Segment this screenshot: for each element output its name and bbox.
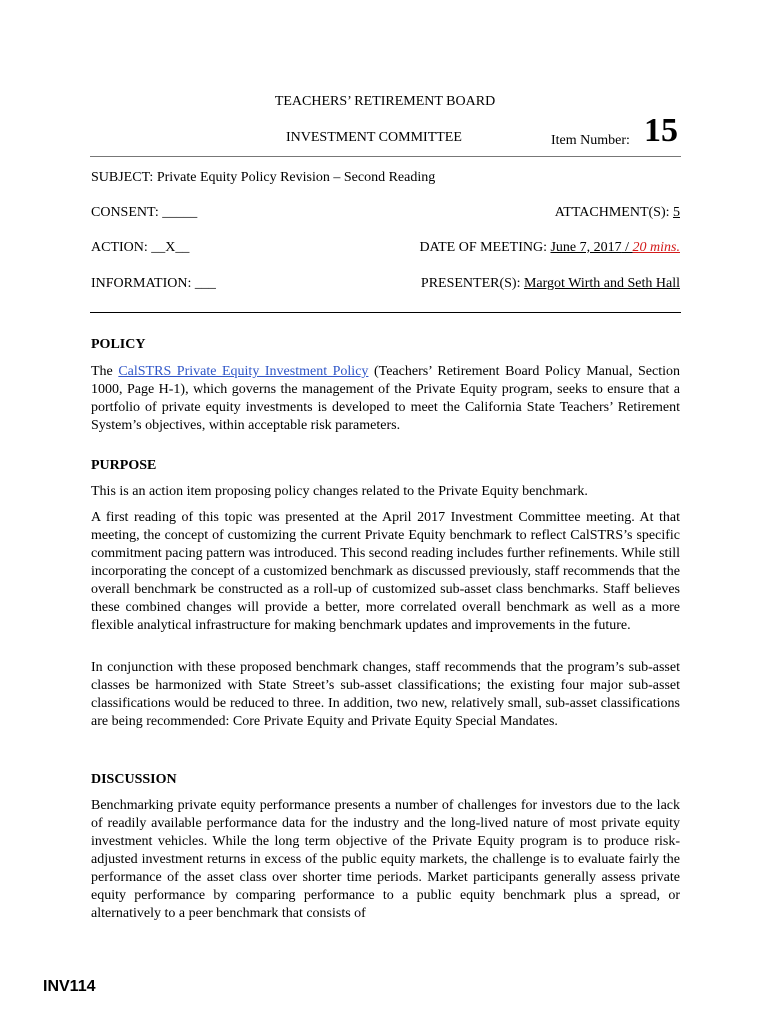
policy-paragraph — [91, 363, 680, 435]
discussion-heading: DISCUSSION — [91, 772, 177, 787]
policy-link[interactable]: CalSTRS Private Equity Investment Policy — [118, 364, 369, 379]
policy-text: (Teachers’ Retirement Board Policy Manual, Section 1000, Page H-1), which governs the management of the Private Equity program, seeks to ensure that a portfolio of private equity investments is developed to meet the California State Teachers’ Retirement System’s objectives, within acceptable risk parameters. — [91, 364, 681, 433]
document-code: INV114 — [43, 978, 96, 995]
consent-field — [91, 205, 197, 221]
meeting-date-label: DATE OF MEETING: — [419, 240, 547, 255]
consent-value: _____ — [162, 205, 198, 220]
attachments-value: 5 — [673, 205, 680, 220]
action-value: __X__ — [151, 240, 190, 255]
committee-name: INVESTMENT COMMITTEE — [286, 130, 462, 145]
item-number-label: Item Number: — [551, 133, 630, 148]
meeting-date-field — [419, 240, 680, 256]
information-label: INFORMATION: — [91, 276, 192, 291]
policy-heading: POLICY — [91, 337, 146, 352]
discussion-paragraph-1: Benchmarking private equity performance presents a number of challenges for investors due to the lack of readily available performance data for the industry and the long-lived nature of most private equity investment vehicles. While the long term objective of the Private Equity program is to produce risk-adjusted investment returns in excess of the public equity markets, the challenge is to evaluate fairly the performance of the asset class over shorter time periods. Market participants generally assess private equity performance by comparing performance to a public equity benchmark plus a spread, or alternatively to a peer benchmark that consists of — [91, 798, 680, 921]
subject-line: SUBJECT: Private Equity Policy Revision – Second Reading — [91, 170, 436, 185]
action-field — [91, 240, 189, 256]
item-number: 15 — [644, 112, 678, 149]
information-field — [91, 276, 216, 292]
meeting-duration: 20 mins. — [632, 240, 680, 255]
purpose-heading: PURPOSE — [91, 458, 157, 473]
header-divider — [90, 156, 681, 157]
purpose-paragraph-3: In conjunction with these proposed benchmark changes, staff recommends that the program’s sub-asset classes be harmonized with State Street’s sub-asset classifications; the existing four major sub-asset classifications would be reduced to three. In addition, two new, relatively small, sub-asset classifications are being recommended: Core Private Equity and Private Equity Special Mandates. — [91, 660, 680, 729]
policy-intro: The — [91, 364, 113, 379]
action-label: ACTION: — [91, 240, 148, 255]
information-value: ___ — [194, 276, 216, 291]
presenters-label: PRESENTER(S): — [420, 276, 521, 291]
presenters-field — [421, 276, 680, 292]
purpose-paragraph-1: This is an action item proposing policy changes related to the Private Equity benchmark. — [91, 484, 588, 499]
section-divider — [90, 312, 681, 313]
consent-label: CONSENT: — [91, 205, 159, 220]
presenters-value: Margot Wirth and Seth Hall — [523, 276, 680, 291]
meeting-date-value: June 7, 2017 — [550, 240, 622, 255]
attachments-label: ATTACHMENT(S): — [554, 205, 670, 220]
purpose-paragraph-2: A first reading of this topic was presented at the April 2017 Investment Committee meeting. At that meeting, the concept of customizing the current Private Equity benchmark to reflect CalSTRS’s specific commitment pacing pattern was introduced. This second reading includes further refinements. While still incorporating the concept of a customized benchmark as discussed previously, staff recommends that the overall benchmark be constructed as a roll-up of customized sub-asset class benchmarks. Staff believes these combined changes will provide a better, more correlated overall benchmark as well as a more flexible analytical infrastructure for making benchmark updates and improvements in the future. — [91, 510, 680, 633]
board-title: TEACHERS’ RETIREMENT BOARD — [274, 94, 496, 109]
attachments-field — [555, 205, 680, 221]
meeting-separator: / — [621, 240, 633, 255]
